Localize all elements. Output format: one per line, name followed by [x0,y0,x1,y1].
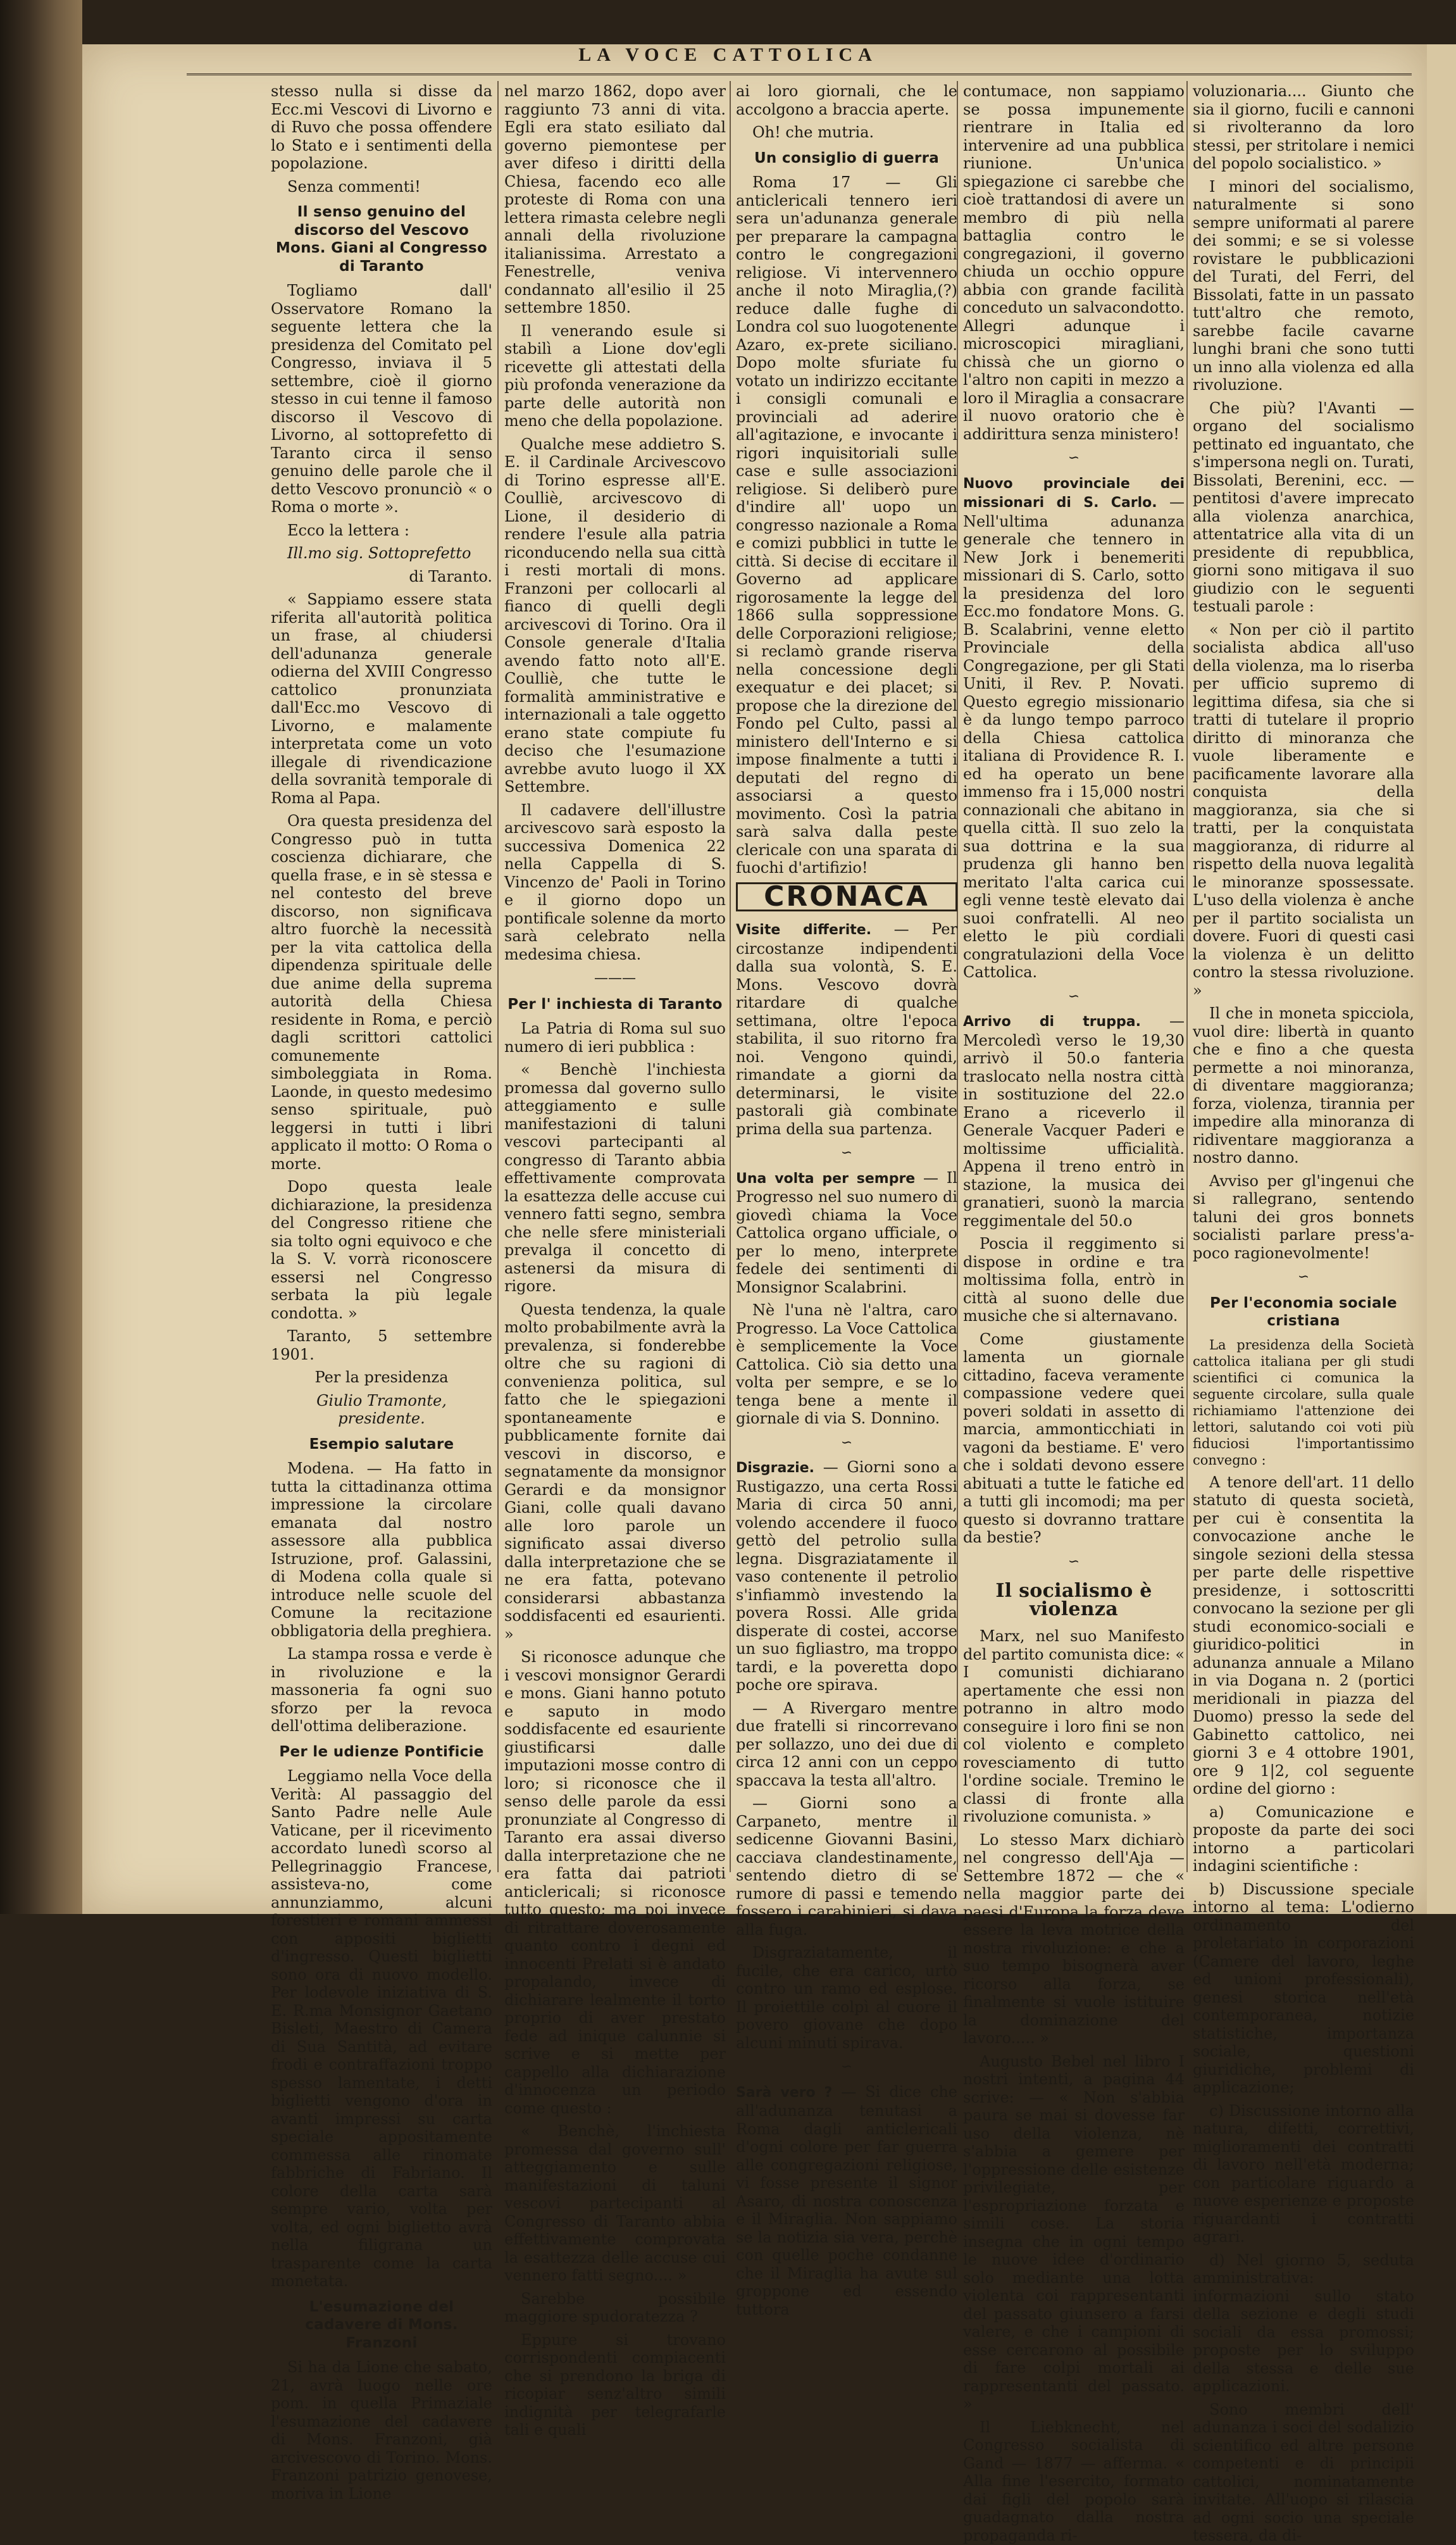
paragraph: « Benchè l'inchiesta promessa dal governo sullo atteggiamento e sulle manifestazioni di taluni vescovi partecipanti al congresso di Taranto abbia effettivamente comprovata la esattezza delle accuse cui vennero fatti segno, sembra che nelle sfere ministeriali prevalga il concetto di astenersi da misura di rigore. [504,1061,726,1295]
item-text: — Mercoledì verso le 19,30 arrivò il 50.o fanteria traslocato nella nostra città in sostituzione del 22.o Erano a riceverlo il Generale Vacquer Paderi e moltissime ufficialità. Appena il treno entrò in stazione, la musica dei granatieri, suonò la marcia reggimentale del 50.o [963,1012,1185,1230]
paragraph: a) Comunicazione e proposte da parte dei soci intorno a particolari indagini scientifiche : [1193,1803,1414,1875]
paragraph: Questa tendenza, la quale molto probabilmente avrà la prevalenza, si fonderebbe oltre che su ragioni di convenienza politica, sul fatto che le spiegazioni spontaneamente e pubblicamente fornite dai vescovi in discorso, e segnatamente da monsignor Gerardi e da monsignor Giani, colle quali davano alle loro parole un significato assai diverso dalla interpretazione che se ne era fatta, potevano considerarsi abbastanza soddisfacenti ed esaurienti. » [504,1300,726,1643]
headline: L'esumazione del cadavere di Mons. Franzoni [305,2298,458,2351]
item-lead: Visite differite. [736,922,872,938]
headline: Per l' inchiesta di Taranto [507,996,723,1013]
paragraph: Ecco la lettera : [287,521,409,539]
paragraph: Il venerando esule si stabilì a Lione dov'egli ricevette gli attestati della più profonda venerazione da parte delle autorità non meno che della popolazione. [504,322,726,430]
paragraph: « Sappiamo essere stata riferita all'autorità politica un frase, al chiudersi dell'adunanza generale odierna del XVIII Congresso cattolico pronunziata dall'Ecc.mo Vescovo di Livorno, e malamente interpretata come un voto illegale di rivendicazione della sovranità temporale di Roma al Papa. [271,591,492,807]
adjacent-page-edge [1427,44,1456,1914]
section-rule: ——— [594,970,636,986]
paragraph: Avviso per gl'ingenui che si rallegrano, sentendo taluni dei gros bonnets socialisti parlare press'a-poco ragionevolmente! [1193,1172,1414,1262]
paragraph: Si riconosce adunque che i vescovi monsignor Gerardi e mons. Giani hanno potuto e saputo in modo soddisfacente ed esauriente giustificarsi dalle imputazioni mosse contro di loro; si riconosce che il senso delle parole da essi pronunziate al Congresso di Taranto era assai diverso dalla interpretazione che ne era fatta dai patrioti anticlericali; si riconosce tutto questo; ma poi invece di ritrattare doverosamente quanto contro i degni ed innocenti Prelati si è andato propalando, invece di dichiarare lealmente il torto proprio di aver prestato fede ad inique calunnie si scrive e si mette per cappello alla dichiarazione d'innocenza un periodo come questo : [504,1648,726,2117]
paragraph: I minori del socialismo, naturalmente si sono sempre uniformati al parere dei sommi; e se si volesse rovistare le pubblicazioni del Turati, del Ferri, del Bissolati, fatte in un passato tutt'altro che remoto, sarebbe facile cavarne lunghi brani che sono tutti un inno alla violenza ed alla rivoluzione. [1193,177,1414,394]
paragraph: Oh! che mutria. [752,123,874,141]
paragraph: contumace, non sappiamo se possa impunemente rientrare in Italia ed intervenire ad una pubblica riunione. Un'unica spiegazione ci sarebbe che cioè trattandosi di avere un membro di più nella battaglia contro le congregazioni, il governo chiuda un occhio oppure abbia con grande facilità conceduto un salvacondotto. Allegri adunque i microscopici miragliani, chissà che un giorno o l'altro non capiti in mezzo a loro il Miraglia a consacrare il nuovo oratorio che è addirittura senza ministero! [963,82,1185,443]
item-text: — Il Progresso nel suo numero di giovedì chiama la Voce Cattolica organo ufficiale, o per lo meno, interprete fedele dei sentimenti di Monsignor Scalabrini. [736,1168,957,1296]
column-rule [497,81,499,1872]
paragraph: Togliamo dall' Osservatore Romano la seguente lettera che la presidenza del Comitato pel Congresso, inviava il 5 settembre, cioè il giorno stesso in cui tenne il famoso discorso il Vescovo di Livorno, al sottoprefetto di Taranto circa il senso genuino delle parole che il detto Vescovo pronunciò « o Roma o morte ». [271,282,492,516]
paragraph: c) Discussione intorno alla natura, difetti, correttivi, miglioramenti dei contratti di lavoro nell'età moderna; con particolare riguardo a nuove esperienze e proposte riguardanti i contratti agrari. [1193,2101,1414,2246]
item-text: — Nell'ultima adunanza generale che tennero in New Jork i benemeriti missionari di S. Carlo, sotto la presidenza del loro Ecc.mo fondatore Mons. G. B. Scalabrini, venne eletto Provinciale della Congregazione, per gli Stati Uniti, il Rev. P. Novati. Questo egregio missionario è da lungo tempo parroco della Chiesa cattolica italiana di Providence R. I. ed ha operato un bene immenso fra i 15,000 nostri connazionali che abitano in quella città. Il suo zelo la sua dottrina e la sua prudenza gli hanno ben meritato l'alta carica cui egli venne testè elevato dai suoi confratelli. Al neo eletto le più cordiali congratulazioni della Voce Cattolica. [963,493,1185,981]
paragraph: Dopo questa leale dichiarazione, la presidenza del Congresso ritiene che sia tolto ogni equivoco e che la S. V. vorrà riconoscere essersi nel Congresso serbata la più legale condotta. » [271,1178,492,1322]
item-text: — Per circostanze indipendenti dalla sua volontà, S. E. Mons. Vescovo dovrà ritardare di qualche settimana, oltre l'epoca stabilita, il suo ritorno fra noi. Vengono quindi, rimandate a giorni da determinarsi, le visite pastorali già combinate prima della sua partenza. [736,920,957,1138]
separator-ornament: ∽ [1067,450,1080,466]
separator-ornament: ∽ [840,1434,853,1451]
header-rule [187,73,1412,75]
paragraph: d) Nel giorno 5, seduta amministrativa: informazioni sullo stato della sezione e degli studi sociali da essa promossi; proposte per lo sviluppo della stessa e delle sue applicazioni. [1193,2251,1414,2395]
item-lead: Arrivo di truppa. [963,1014,1141,1030]
paragraph: Ora questa presidenza del Congresso può in tutta coscienza dichiarare, che quella frase, e in sè stessa e nel contesto del breve discorso, non significava altro fuorchè la necessità per la vita cattolica della dipendenza spirituale delle due anime della suprema autorità della Chiesa residente in Roma, e perciò dagli scrittori cattolici comunemente simboleggiata in Roma. Laonde, in questo medesimo senso spirituale, può leggersi in tutti i libri applicato il motto: O Roma o morte. [271,812,492,1173]
signature: Giulio Tramonte, presidente. [316,1391,447,1427]
paragraph: Leggiamo nella Voce della Verità: Al passaggio del Santo Padre nelle Aule Vaticane, per il ricevimento accordato lunedì scorso al Pellegrinaggio Francese, assisteva-no, come annunziammo, alcuni forestieri e romani ammessi con appositi biglietti d'ingresso. Questi biglietti sono ora di nuovo modello. Per lodevole iniziativa di S. E. R.ma Monsignor Gaetano Bisleti, Maestro di Camera di Sua Santità, ad evitare frodi e contraffazioni troppo spesso lamentate, i detti biglietti vengono d'ora in avanti impressi su carta speciale appositamente commessa alle rinomate fabbriche di Fabriano. Il colore della carta sarà sempre vario, volta per volta, ed ogni biglietto avrà nella filigrana un trasparente come la carta monetata. [271,1767,492,2290]
paragraph: A tenore dell'art. 11 dello statuto di questa società, per cui è consentita la convocazione anche le singole sezioni della stessa per parte delle rispettive presidenze, i sottoscritti convocano la sezione per gli studi economico-sociali e giuridico-politici in adunanza annuale a Milano in via Dogana n. 2 (portici meridionali in piazza del Duomo) presso la sede del Gabinetto cattolico, nei giorni 3 e 4 ottobre 1901, ore 9 1|2, col seguente ordine del giorno : [1193,1473,1414,1798]
paragraph: Come giustamente lamenta un giornale cittadino, faceva veramente compassione vedere quei poveri soldati in assetto di marcia, ammonticchiati in vagoni da bestiame. E' vero che i soldati devono essere abituati a tutte le fatiche ed a tutti gli incomodi; ma per questo si dovranno trattare da bestie? [963,1330,1185,1546]
paragraph: Eppure si trovano corrispondenti compiacenti che si prendono la briga di ricopiar senz'altro simili indignità per telegrafarle tali e quali [504,2330,726,2439]
headline: Il socialismo è violenza [995,1580,1152,1620]
paragraph: Sono membri dell' adunanza i soci del sodalizio scientifico ed altre persone competenti e di principii cattolici, nominatamente invitate. All'uopo si rilascia ad ogni socio una speciale tessera, da di- [1193,2400,1414,2544]
paragraph: — Giorni sono a Carpaneto, mentre il sedicenne Giovanni Basini, cacciava clandestinamente, sentendo dietro di se rumore di passi e temendo fossero i carabinieri, si dava alla fuga. [736,1794,957,1939]
paragraph: Modena. — Ha fatto in tutta la cittadinanza ottima impressione la circolare emanata dal nostro assessore alla pubblica Istruzione, prof. Galassini, di Modena colla quale si introduce nelle scuole del Comune la recitazione obbligatoria della preghiera. [271,1460,492,1640]
paragraph: « Non per ciò il partito socialista abdica all'uso della violenza, ma lo riserba per ufficio supremo di legittima difesa, sia che si tratti di tutelare il proprio diritto di minoranza che vuole liberamente e pacificamente lavorare alla conquista della maggioranza, sia che si tratti, per la conquistata maggioranza, di ridurre al rispetto della nuova legalità le minoranze spossessate. L'uso della violenza è anche per il partito socialista un dovere. Fuori di questi casi la violenza è un delitto contro la stessa rivoluzione. » [1193,620,1414,999]
section-banner: CRONACA [736,882,957,912]
paragraph: Sarebbe possibile maggiore spudoratezza ? [504,2289,726,2325]
paragraph: Roma 17 — Gli anticlericali tennero ieri sera un'adunanza generale per preparare la campagna contro le congregazioni religiose. Vi intervennero anche il noto Miraglia,(?) reduce dalle fughe di Londra col suo luogotenente Azaro, ex-prete siciliano. Dopo molte sfuriate fu votato un indirizzo eccitante i consigli comunali e provinciali ad aderire all'agitazione, e invocante i rigori inquisitoriali sulle case e sulle associazioni religiose. Si deliberò pure d'indire all' uopo un congresso nazionale a Roma e comizi pubblici in tutte le città. Si decise di eccitare il Governo ad applicare rigorosamente la legge del 1866 sulla soppressione delle Corporazioni religiose; si reclamò grande riserva nella concessione degli exequatur e dei placet; si propose che la direzione del Fondo pel Culto, passi al ministero dell'Interno e si impose finalmente a tutti i deputati del regno di associarsi a questo movimento. Così la patria sarà salva dalla peste clericale con una sparata di fuochi d'artifizio! [736,173,957,877]
news-item [736,1169,957,1297]
column-2 [504,82,726,2439]
column-5 [1193,82,1414,2544]
news-item [736,920,957,1138]
paragraph: Si ha da Lione che sabato, 21, avrà luogo nelle ore pom. in quella Primaziale l'esumazione del cadavere di Mons. Franzoni, già arcivescovo di Torino. Mons. Franzoni patrizio genovese, moriva in Lione [271,2358,492,2503]
headline: Un consiglio di guerra [754,149,940,166]
paragraph: Il Liebknecht, nel Congresso socialista di Gand — 1877 — afferma. « Alla fine l'esercito, formato dai figli del popolo sarà guadagnato dalla nostra propaganda ri- [963,2418,1185,2544]
paragraph: Il che in moneta spicciola, vuol dire: libertà in quanto che e fino a che questa permette a noi minoranza, di diventare maggioranza; forza, violenza, tirannia per impedire alla minoranza di ridiventare maggioranza a nostro danno. [1193,1004,1414,1166]
paragraph: Il cadavere dell'illustre arcivescovo sarà esposto la successiva Domenica 22 nella Cappella di S. Vincenzo de' Paoli in Torino e il giorno dopo un pontificale solenne da morto sarà celebrato nella medesima chiesa. [504,801,726,963]
paragraph: Nè l'una nè l'altra, caro Progresso. La Voce Cattolica è semplicemente la Voce Cattolica. Ciò sia detto una volta per sempre, e se lo tenga bene a mente il giornale di via S. Donnino. [736,1301,957,1427]
column-rule [730,81,731,1872]
book-binding [0,0,82,1914]
masthead [0,44,1456,70]
paragraph: La presidenza della Società cattolica italiana per gli studi scientifici ci comunica la seguente circolare, sulla quale richiamiamo l'attenzione dei lettori, salutando coi voti più fiduciosi l'importantissimo convegno : [1193,1337,1414,1468]
column-1 [271,82,492,2503]
paragraph: voluzionaria.... Giunto che sia il giorno, fucili e cannoni si rivolteranno da loro stessi, per stritolare i nemici del popolo socialistico. » [1193,82,1414,172]
masthead-title: LA VOCE CATTOLICA [578,44,878,65]
paragraph: Lo stesso Marx dichiarò nel congresso dell'Aja — Settembre 1872 — che « nella maggior parte dei paesi d'Europa la forza deve essere la leva motrice della nostra rivoluzione: e che a suo tempo bisognerà aver ricorso alla forza, se finalmente si vuole istituire la dominazione del lavoro..... » [963,1830,1185,2047]
headline: Per l'economia sociale cristiana [1210,1294,1397,1329]
item-lead: Sarà vero ? [736,2084,833,2101]
dateline: Taranto, 5 settembre 1901. [271,1327,492,1363]
paragraph: « Benchè, l'inchiesta promessa dal governo sull' atteggiamento e sulle manifestazioni di taluni vescovi partecipanti al Congresso di Taranto abbia effettivamente comprovata la esattezza delle accuse cui vennero fatti segno.... » [504,2122,726,2284]
paragraph: Disgraziatamente, il fucile, che era carico, urtò contro un ramo ed esplose. Il proiettile colpì al cuore il povero giovane che dopo alcuni minuti spirava. [736,1944,957,2052]
item-text: — Si dice che all'adunanza tenutasi a Roma dagli anticlericali d'ogni colore per far guerra alle congregazioni religiose, vi fosse presente il signor Asaro, di nostra conoscenza e il Miraglia. Non sappiamo se la notizia sia vera, perchè con quelle poche condanne che il Miraglia ha avute sul groppone ed essendo tuttora [736,2082,957,2318]
paragraph: Qualche mese addietro S. E. il Cardinale Arcivescovo di Torino espresse all'E. Coulliè, arcivescovo di Lione, il desiderio di rendere l'esule alla patria riconducendo nella sua città i resti mortali di mons. Franzoni per collocarli al fianco di quelli degli arcivescovi di Torino. Ora il Console generale d'Italia avendo fatto noto all'E. Coulliè, che tutte le formalità amministrative e internazionali a tale oggetto erano state compiute fu deciso che l'esumazione avrebbe avuto luogo il XX Settembre. [504,435,726,796]
item-text: — Giorni sono a Rustigazzo, una certa Rossi Maria di circa 50 anni, volendo accendere il fuoco gettò del petrolio sulla legna. Disgraziatamente il vaso contenente il petrolio s'infiammò investendo la povera Rossi. Alle grida disperate di costei, accorse un suo figliastro, ma troppo tardi, e la poveretta dopo poche ore spirava. [736,1458,957,1694]
paragraph: Che più? l'Avanti — organo del socialismo pettinato ed inguantato, che s'impersona negli on. Turati, Bissolati, Berenini, ecc. — pentitosi d'avere imprecato alla violenza anarchica, attentatrice alla vita di un presidente di repubblica, giorni sono mitigava il suo giudizio con le seguenti testuali parole : [1193,399,1414,615]
column-3 [736,82,957,2318]
headline: Per le udienze Pontificie [279,1743,484,1760]
headline: Il senso genuino del discorso del Vescovo Mons. Giani al Congresso di Taranto [275,204,488,275]
column-4 [963,82,1185,2544]
paragraph: Marx, nel suo Manifesto del partito comunista dice: « I comunisti dichiarano apertamente che essi non potranno in altro modo conseguire i loro fini se non col violento e completo rovesciamento di tutto l'ordine sociale. Tremino le classi di fronte alla rivoluzione comunista. » [963,1627,1185,1825]
column-rule [1186,81,1188,1872]
news-item [963,474,1185,982]
separator-ornament: ∽ [1297,1269,1310,1285]
separator-ornament: ∽ [1067,1553,1080,1570]
salutation: Ill.mo sig. Sottoprefetto [287,544,471,562]
paragraph: b) Discussione speciale intorno al tema: L'odierno ordinamento del proletariato in corporazioni (Camere del lavoro, leghe ed unioni professionali), genesi storica nell'età contemporanea, notizie statistiche, importanza sociale, questioni giuridiche, problemi di applicazione; [1193,1880,1414,2096]
paragraph: stesso nulla si disse da Ecc.mi Vescovi di Livorno e di Ruvo che possa offendere lo Stato e i sentimenti della popolazione. [271,82,492,172]
item-lead: Nuovo provinciale dei missionari di S. Carlo. [963,475,1185,511]
paragraph: Augusto Bebel nel libro I nostri intenti, a pagina 44 scrive: — « Non s'abbia paura se mai si dovesse far uso della violenza, nè s'abbia a gemere per l'oppressione delle esistenze privilegiate, per l'espropriazione forzata e simili cose. La storia insegna che in ogni tempo le nuove idee d'ordinario solo mediante una lotta violenta coi rappresentanti del passato giunsero a farsi valere, e che i campioni di esse cercarono al possibile di fare colpi mortali ai rappresentanti del passato. » [963,2052,1185,2413]
news-item [736,1458,957,1694]
paragraph: ai loro giornali, che le accolgono a braccia aperte. [736,82,957,118]
paragraph: Senza commenti! [287,177,421,196]
paragraph: — A Rivergaro mentre due fratelli si rincorrevano per sollazzo, uno dei due di circa 12 anni con un ceppo spaccava la testa all'altro. [736,1699,957,1789]
separator-ornament: ∽ [840,1145,853,1161]
news-item [736,2083,957,2319]
news-item [963,1012,1185,1230]
item-lead: Una volta per sempre [736,1170,916,1187]
salutation: di Taranto. [409,567,492,585]
headline: Esempio salutare [309,1435,454,1453]
separator-ornament: ∽ [1067,988,1080,1004]
paragraph: Poscia il reggimento si dispose in ordine e tra moltissima folla, entrò in città al suono delle due musiche che si alternavano. [963,1235,1185,1325]
signature: Per la presidenza [314,1368,449,1386]
paragraph: La Patria di Roma sul suo numero di ieri pubblica : [504,1020,726,1056]
paragraph: nel marzo 1862, dopo aver raggiunto 73 anni di vita. Egli era stato esiliato dal governo piemontese per aver difeso i diritti della Chiesa, facendo eco alle proteste di Roma con una lettera rimasta celebre negli annali della rivoluzione italianissima. Arrestato a Fenestrelle, veniva condannato all'esilio il 25 settembre 1850. [504,82,726,316]
paragraph: La stampa rossa e verde è in rivoluzione e la massoneria fa ogni suo sforzo per la revoca dell'ottima deliberazione. [271,1645,492,1735]
item-lead: Disgrazie. [736,1460,814,1476]
separator-ornament: ∽ [840,2059,853,2075]
